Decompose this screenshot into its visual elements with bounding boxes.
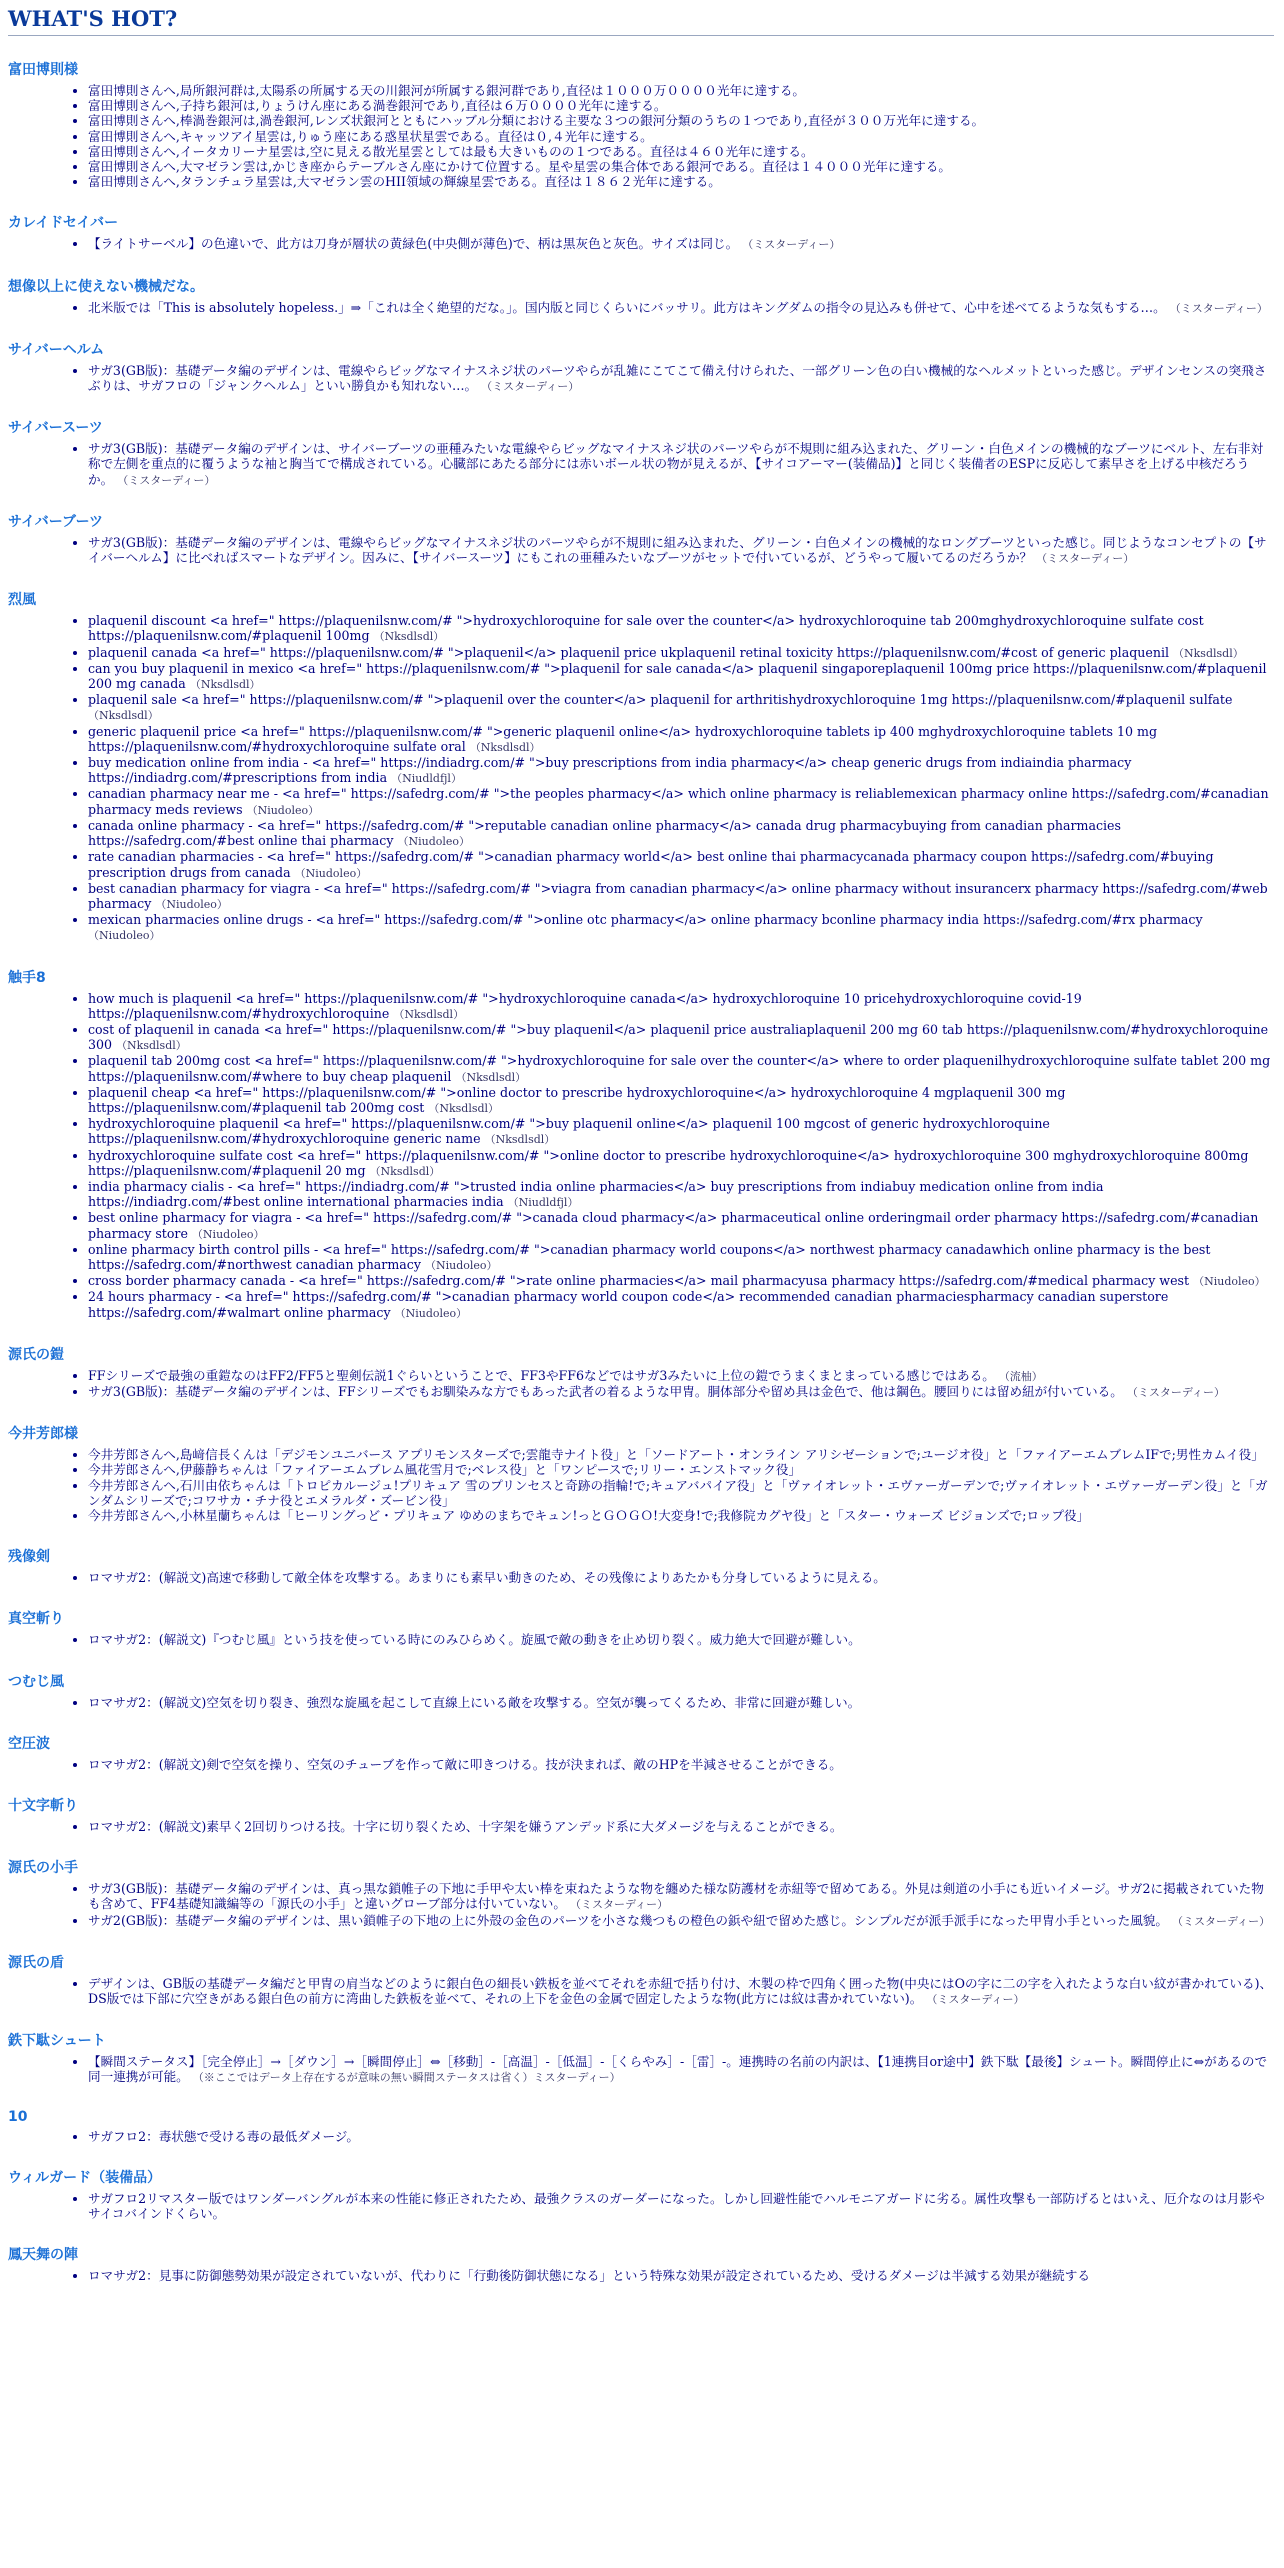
item-credit: （Niudoleo） xyxy=(1193,1275,1266,1289)
item-credit: （流柚） xyxy=(998,1369,1043,1383)
entry-heading[interactable]: サイバーヘルム xyxy=(8,341,105,358)
list-item xyxy=(88,818,1274,849)
item-text: 富田博則さんへ,イータカリーナ星雲は,空に見える散光星雲としては最も大きいものの１つである。直径は４６０光年に達する。 xyxy=(88,143,814,159)
item-credit: （ミスターディー） xyxy=(1169,301,1268,315)
item-credit: （Nksdlsdl） xyxy=(373,630,445,644)
item-credit: （Niudoleo） xyxy=(394,1306,468,1320)
entry-heading[interactable]: 触手8 xyxy=(8,969,46,986)
entry-heading[interactable]: 残像剣 xyxy=(8,1549,50,1566)
item-text: can you buy plaquenil in mexico <a href=" https://plaquenilsnw.com/# ">plaquenil for sale canada</a> plaquenil singaporeplaquenil 100mg price https://plaquenilsnw.com/#plaquenil 200 mg canada xyxy=(88,660,1267,692)
item-credit: （ミスターディー） xyxy=(481,380,580,394)
item-credit: （Nksdlsdl） xyxy=(1173,646,1244,660)
list-item xyxy=(88,441,1274,488)
item-credit: （Nksdlsdl） xyxy=(455,1070,527,1084)
entry-heading[interactable]: 鳳天舞の陣 xyxy=(8,2247,78,2264)
item-text: cross border pharmacy canada - <a href=" https://safedrg.com/# ">rate online pharmacies</a> mail pharmacyusa pharmacy https://safedrg.com/#medical pharmacy west xyxy=(88,1273,1190,1289)
entry-list xyxy=(8,535,1274,566)
item-credit: （ミスターディー） xyxy=(926,1993,1025,2007)
item-text: サガ3(GB版)：基礎データ編のデザインは、FFシリーズでもお馴染みな方でもあった武者の着るような甲冑。胴体部分や留め具は金色で、他は鋼色。腰回りには留め紐が付いている。 xyxy=(88,1383,1123,1399)
item-text: rate canadian pharmacies - <a href=" https://safedrg.com/# ">canadian pharmacy world</a> best online thai pharmacycanada pharmacy coupon https://safedrg.com/#buying prescription drugs from canada xyxy=(88,849,1214,880)
list-item xyxy=(88,1148,1274,1179)
item-text: plaquenil cheap <a href=" https://plaquenilsnw.com/# ">online doctor to prescribe hydroxychloroquine</a> hydroxychloroquine 4 mgplaquenil 300 mg https://plaquenilsnw.com/#plaquenil tab 200mg cost xyxy=(88,1084,1066,1115)
list-item xyxy=(88,535,1274,566)
entry-heading[interactable]: 想像以上に使えない機械だな。 xyxy=(8,278,204,295)
item-text: 北米版では「This is absolutely hopeless.」⇒「これは全く絶望的だな。」。国内版と同じくらいにバッサリ。此方はキングダムの指令の見込みも併せて、心中を述べてるような気もする…。 xyxy=(88,299,1166,315)
item-text: サガフロ2：毒状態で受ける毒の最低ダメージ。 xyxy=(88,2128,359,2144)
entry-list xyxy=(8,1447,1274,1523)
item-text: 今井芳郎さんへ,石川由依ちゃんは「トロピカルージュ!プリキュア 雪のプリンセスと奇跡の指輪!で;キュアバパイア役」と「ヴァイオレット・エヴァーガーデンで;ヴァイオレット・エヴァーガーデン役」と「ガンダムシリーズで;コワサカ・チナ役とエメラルダ・ズービン役」 xyxy=(88,1477,1268,1508)
entry-heading[interactable]: サイバースーツ xyxy=(8,420,103,437)
item-credit: （Niudldfjl） xyxy=(507,1196,579,1210)
item-text: plaquenil sale <a href=" https://plaquenilsnw.com/# ">plaquenil over the counter</a> plaquenil for arthritishydroxychloroquine 1mg https://plaquenilsnw.com/#plaquenil sulfate xyxy=(88,692,1233,708)
item-credit: （ミスターディー） xyxy=(742,238,841,252)
list-item xyxy=(88,1913,1274,1929)
list-item xyxy=(88,2191,1274,2221)
entry-list xyxy=(8,236,1274,252)
entry-list xyxy=(8,1570,1274,1585)
entry-list xyxy=(8,991,1274,1321)
item-text: 富田博則さんへ,大マゼラン雲は,かじき座からテーブルさん座にかけて位置する。星や星雲の集合体である銀河である。直径は１４０００光年に達する。 xyxy=(88,159,951,175)
list-item xyxy=(88,236,1274,252)
list-item xyxy=(88,363,1274,394)
list-item xyxy=(88,2129,1274,2144)
list-item xyxy=(88,692,1274,723)
entry-list xyxy=(8,83,1274,189)
list-item xyxy=(88,661,1274,692)
list-item xyxy=(88,174,1274,189)
item-text: plaquenil tab 200mg cost <a href=" https://plaquenilsnw.com/# ">hydroxychloroquine for sale over the counter</a> where to order plaquenilhydroxychloroquine sulfate tablet 200 mg https://plaquenilsnw.com/#where to buy cheap plaquenil xyxy=(88,1053,1271,1084)
entry-list xyxy=(8,1695,1274,1710)
item-credit: （Nksdlsdl） xyxy=(484,1133,556,1147)
entry-list xyxy=(8,1757,1274,1772)
entry-list xyxy=(8,2054,1274,2085)
item-credit: （※ここではデータ上存在するが意味の無い瞬間ステータスは省く）ミスターディー） xyxy=(192,2071,621,2085)
list-item xyxy=(88,2054,1274,2085)
list-item xyxy=(88,2268,1274,2283)
entry-heading[interactable]: 源氏の盾 xyxy=(8,1954,64,1971)
entry-list xyxy=(8,1632,1274,1647)
item-text: ロマサガ2：(解説文)素早く2回切りつける技。十字に切り裂くため、十字架を嫌うアンデッド系に大ダメージを与えることができる。 xyxy=(88,1819,843,1835)
list-item xyxy=(88,1819,1274,1834)
item-credit: （Niudoleo） xyxy=(155,897,228,911)
list-item xyxy=(88,991,1274,1022)
list-item xyxy=(88,1022,1274,1053)
item-text: ロマサガ2：見事に防御態勢効果が設定されていないが、代わりに「行動後防御状態になる」という特殊な効果が設定されているため、受けるダメージは半減する効果が継続する xyxy=(88,2268,1090,2284)
list-item xyxy=(88,1179,1274,1210)
list-item xyxy=(88,1508,1274,1523)
entry-heading[interactable]: カレイドセイバー xyxy=(8,215,119,232)
item-text: ロマサガ2：(解説文)『つむじ風』という技を使っている時にのみひらめく。旋風で敵の動きを止め切り裂く。威力絶大で回避が難しい。 xyxy=(88,1632,861,1648)
entry-heading[interactable]: 源氏の小手 xyxy=(8,1860,78,1877)
list-item xyxy=(88,755,1274,786)
item-text: ロマサガ2：(解説文)高速で移動して敵全体を攻撃する。あまりにも素早い動きのため、その残像によりあたかも分身しているように見える。 xyxy=(88,1570,886,1586)
item-text: 今井芳郎さんへ,小林星蘭ちゃんは「ヒーリングっど・プリキュア ゆめのまちでキュン!っとＧＯＧＯ!大変身!で;我修院カグヤ役」と「スター・ウォーズ ビジョンズで;ロップ役」 xyxy=(88,1508,1090,1523)
entry-heading[interactable]: つむじ風 xyxy=(8,1673,64,1690)
entries xyxy=(8,59,1274,2283)
list-item xyxy=(88,613,1274,644)
item-text: 富田博則さんへ,子持ち銀河は,りょうけん座にある渦巻銀河であり,直径は６万００００光年に達する。 xyxy=(88,98,667,114)
item-text: ロマサガ2：(解説文)剣で空気を操り、空気のチューブを作って敵に叩きつける。技が決まれば、敵のHPを半減させることができる。 xyxy=(88,1756,842,1772)
list-item xyxy=(88,159,1274,174)
entry-list xyxy=(8,2191,1274,2221)
list-item xyxy=(88,83,1274,98)
list-item xyxy=(88,1462,1274,1477)
entry-heading[interactable]: 源氏の鎧 xyxy=(8,1346,64,1363)
entry-list xyxy=(8,613,1274,943)
entry-list xyxy=(8,300,1274,316)
list-item xyxy=(88,1447,1274,1462)
item-text: 今井芳郎さんへ,伊藤静ちゃんは「ファイアーエムブレム風花雪月で;ベレス役」と「ワンピースで;リリー・エンストマック役」 xyxy=(88,1462,802,1478)
entry-heading[interactable]: 今井芳郎様 xyxy=(8,1426,78,1443)
list-item xyxy=(88,1695,1274,1710)
list-item xyxy=(88,1881,1274,1912)
entry-list xyxy=(8,1819,1274,1834)
item-text: canada online pharmacy - <a href=" https://safedrg.com/# ">reputable canadian online pharmacy</a> canada drug pharmacybuying from canadian pharmacies https://safedrg.com/#best online thai pharmacy xyxy=(88,817,1121,849)
list-item xyxy=(88,724,1274,755)
entry-heading[interactable]: 烈風 xyxy=(8,592,36,609)
item-credit: （Niudoleo） xyxy=(294,866,368,880)
item-text: plaquenil canada <a href=" https://plaquenilsnw.com/# ">plaquenil</a> plaquenil price ukplaquenil retinal toxicity https://plaquenilsnw.com/#cost of generic plaquenil xyxy=(88,644,1169,660)
item-credit: （Nksdlsdl） xyxy=(189,678,261,692)
item-text: generic plaquenil price <a href=" https://plaquenilsnw.com/# ">generic plaquenil online</a> hydroxychloroquine tablets ip 400 mghydroxychloroquine tablets 10 mg https://plaquenilsnw.com/#hydroxychloroquine sulfate oral xyxy=(88,723,1158,754)
item-credit: （Niudoleo） xyxy=(424,1258,498,1272)
list-item xyxy=(88,881,1274,912)
item-text: best canadian pharmacy for viagra - <a href=" https://safedrg.com/# ">viagra from canadian pharmacy</a> online pharmacy without insurancerx pharmacy https://safedrg.com/#web pharmacy xyxy=(88,880,1268,911)
list-item xyxy=(88,1570,1274,1585)
item-credit: （ミスターディー） xyxy=(570,1898,669,1912)
list-item xyxy=(88,300,1274,316)
entry-list xyxy=(8,1976,1274,2007)
item-text: mexican pharmacies online drugs - <a href=" https://safedrg.com/# ">online otc pharmacy</a> online pharmacy bconline pharmacy india https://safedrg.com/#rx pharmacy xyxy=(88,912,1203,928)
item-text: india pharmacy cialis - <a href=" https://indiadrg.com/# ">trusted india online pharmacies</a> buy prescriptions from indiabuy medication online from india https://indiadrg.com/#best online international pharmacies india xyxy=(88,1178,1104,1210)
entry-list xyxy=(8,441,1274,488)
entry-list xyxy=(8,363,1274,394)
item-text: 【瞬間ステータス】［完全停止］→［ダウン］→［瞬間停止］⇔［移動］-［高温］-［低温］-［くらやみ］-［雷］-。連携時の名前の内訳は、【1連携目or途中】鉄下駄【最後】シュート。瞬間停止に⇔があるので同一連携が可能。 xyxy=(88,2054,1268,2085)
list-item xyxy=(88,1242,1274,1273)
item-credit: （ミスターディー） xyxy=(117,473,216,487)
item-text: 富田博則さんへ,棒渦巻銀河は,渦巻銀河,レンズ状銀河とともにハッブル分類における主要な３つの銀河分類のうちの１つであり,直径が３００万光年に達する。 xyxy=(88,113,985,129)
item-credit: （Niudldfjl） xyxy=(391,772,462,786)
list-item xyxy=(88,1368,1274,1384)
item-text: 富田博則さんへ,タランチュラ星雲は,大マゼラン雲のHII領域の輝線星雲である。直径は１８６２光年に達する。 xyxy=(88,174,721,190)
entry-list xyxy=(8,2129,1274,2144)
item-text: 今井芳郎さんへ,島﨑信長くんは「デジモンユニバース アプリモンスターズで;雲龍寺ナイト役」と「ソードアート・オンライン アリシゼーションで;ユージオ役」と「ファイアーエムブレムIFで;男性カムイ役」 xyxy=(88,1447,1264,1463)
item-credit: （ミスターディー） xyxy=(1172,1914,1271,1928)
list-item xyxy=(88,849,1274,880)
list-item xyxy=(88,129,1274,144)
entry-heading[interactable]: 鉄下駄シュート xyxy=(8,2033,106,2050)
item-credit: （Niudoleo） xyxy=(397,835,471,849)
list-item xyxy=(88,1384,1274,1400)
list-item xyxy=(88,113,1274,128)
item-text: 富田博則さんへ,キャッツアイ星雲は,りゅう座にある惑星状星雲である。直径は０,４光年に達する。 xyxy=(88,128,653,144)
list-item xyxy=(88,1085,1274,1116)
item-credit: （Niudoleo） xyxy=(246,803,320,817)
item-text: 富田博則さんへ,局所銀河群は,太陽系の所属する天の川銀河が所属する銀河群であり,直径は１０００万００００光年に達する。 xyxy=(88,83,806,98)
list-item xyxy=(88,1976,1274,2007)
entry-list xyxy=(8,1368,1274,1400)
item-text: サガ3(GB版)：基礎データ編のデザインは、真っ黒な鎖帷子の下地に手甲や太い棒を束ねたような物を纏めた様な防護材を赤紐等で留めてある。外見は剣道の小手にも近いイメージ。サガ2に掲載されていた物も含めて、FF4基礎知識編等の「源氏の小手」と違いグローブ部分は付いていない。 xyxy=(88,1881,1264,1912)
item-text: buy medication online from india - <a href=" https://indiadrg.com/# ">buy prescriptions from india pharmacy</a> cheap generic drugs from indiaindia pharmacy https://indiadrg.com/#prescriptions from india xyxy=(88,755,1132,786)
item-text: ロマサガ2：(解説文)空気を切り裂き、強烈な旋風を起こして直線上にいる敵を攻撃する。空気が襲ってくるため、非常に回避が難しい。 xyxy=(88,1694,861,1710)
item-text: 24 hours pharmacy - <a href=" https://safedrg.com/# ">canadian pharmacy world coupon code</a> recommended canadian pharmaciespharmacy canadian superstore https://safedrg.com/#walmart online pharmacy xyxy=(88,1289,1169,1320)
entry-list xyxy=(8,1881,1274,1929)
entry-heading[interactable]: 空圧波 xyxy=(8,1735,50,1752)
item-text: plaquenil discount <a href=" https://plaquenilsnw.com/# ">hydroxychloroquine for sale over the counter</a> hydroxychloroquine tab 200mghydroxychloroquine sulfate cost https://plaquenilsnw.com/#plaquenil 100mg xyxy=(88,613,1204,644)
item-credit: （ミスターディー） xyxy=(1036,552,1135,566)
item-credit: （Nksdlsdl） xyxy=(369,1164,441,1178)
item-credit: （Nksdlsdl） xyxy=(469,740,541,754)
list-item xyxy=(88,1632,1274,1647)
entry-heading[interactable]: 富田博則様 xyxy=(8,62,78,78)
item-text: hydroxychloroquine sulfate cost <a href=" https://plaquenilsnw.com/# ">online doctor to prescribe hydroxychloroquine</a> hydroxychloroquine 300 mghydroxychloroquine 800mg https://plaquenilsnw.com/#plaquenil 20 mg xyxy=(88,1147,1249,1178)
item-credit: （Nksdlsdl） xyxy=(116,1039,187,1053)
entry-heading[interactable]: サイバーブーツ xyxy=(8,513,104,530)
item-text: サガ3(GB版)：基礎データ編のデザインは、電線やらビッグなマイナスネジ状のパーツやらが不規則に組み込まれた、グリーン・白色メインの機械的なロングブーツといった感じ。同じようなコンセプトの【サイバーヘルム】に比べればスマートなデザイン。因みに、【サイバースーツ】にもこれの亜種みたいなブーツがセットで付いているが、どうやって履いてるのだろうか？ xyxy=(88,534,1267,566)
list-item xyxy=(88,1478,1274,1508)
list-item xyxy=(88,98,1274,113)
item-text: canadian pharmacy near me - <a href=" https://safedrg.com/# ">the peoples pharmacy</a> which online pharmacy is reliablemexican pharmacy online https://safedrg.com/#canadian pharmacy meds reviews xyxy=(88,786,1269,817)
item-text: best online pharmacy for viagra - <a href=" https://safedrg.com/# ">canada cloud pharmacy</a> pharmaceutical online orderingmail order pharmacy https://safedrg.com/#canadian pharmacy store xyxy=(88,1210,1259,1241)
item-text: デザインは、GB版の基礎データ編だと甲冑の肩当などのように銀白色の細長い鉄板を並べてそれを赤紐で括り付け、木製の枠で四角く囲った物(中央にはOの字に二の字を入れたような白い紋が書かれている)、DS版では下部に穴空きがある銀白色の前方に湾曲した鉄板を並べて、それの上下を金色の金属で固定したような物(此方には紋は書かれていない)。 xyxy=(88,1975,1273,2007)
item-text: サガ2(GB版)：基礎データ編のデザインは、黒い鎖帷子の下地の上に外殻の金色のパーツを小さな幾つもの橙色の鋲や紐で留めた感じ。シンプルだが派手派手になった甲冑小手といった風貌。 xyxy=(88,1912,1168,1928)
page-title: WHAT'S HOT? xyxy=(8,6,1274,36)
list-item xyxy=(88,1757,1274,1772)
item-text: 【ライトサーベル】の色違いで、此方は刀身が層状の黄緑色(中央側が薄色)で、柄は黒灰色と灰色。サイズは同じ。 xyxy=(88,236,739,252)
list-item xyxy=(88,912,1274,943)
item-text: サガフロ2リマスター版ではワンダーバングルが本来の性能に修正されたため、最強クラスのガーダーになった。しかし回避性能でハルモニアガードに劣る。属性攻撃も一部防げるとはいえ、厄介なのは月影やサイコバインドくらい。 xyxy=(88,2190,1265,2222)
item-text: how much is plaquenil <a href=" https://plaquenilsnw.com/# ">hydroxychloroquine canada</a> hydroxychloroquine 10 pricehydroxychloroquine covid-19 https://plaquenilsnw.com/#hydroxychloroquine xyxy=(88,990,1082,1021)
item-text: FFシリーズで最強の重鎧なのはFF2/FF5と聖剣伝説1ぐらいということで、FF3やFF6などではサガ3みたいに上位の鎧でうまくまとまっている感じではある。 xyxy=(88,1367,995,1383)
list-item xyxy=(88,1053,1274,1084)
item-text: cost of plaquenil in canada <a href=" https://plaquenilsnw.com/# ">buy plaquenil</a> plaquenil price australiaplaquenil 200 mg 60 tab https://plaquenilsnw.com/#hydroxychloroquine 300 xyxy=(88,1021,1269,1053)
entry-heading[interactable]: 真空斬り xyxy=(8,1611,64,1628)
entry-list xyxy=(8,2268,1274,2283)
item-credit: （Nksdlsdl） xyxy=(88,709,159,723)
item-credit: （Niudoleo） xyxy=(88,929,161,943)
item-credit: （Niudoleo） xyxy=(191,1227,265,1241)
entry-heading[interactable]: 十文字斬り xyxy=(8,1798,78,1815)
list-item xyxy=(88,144,1274,159)
item-credit: （ミスターディー） xyxy=(1126,1385,1225,1399)
item-credit: （Nksdlsdl） xyxy=(393,1007,465,1021)
item-credit: （Nksdlsdl） xyxy=(428,1101,500,1115)
list-item xyxy=(88,645,1274,661)
item-text: サガ3(GB版)：基礎データ編のデザインは、電線やらビッグなマイナスネジ状のパーツやらが乱雑にこてこて備え付けられた、一部グリーン色の白い機械的なヘルメットといった感じ。デザインセンスの突飛さぶりは、サガフロの「ジャンクヘルム」といい勝負かも知れない…。 xyxy=(88,362,1267,394)
item-text: hydroxychloroquine plaquenil <a href=" https://plaquenilsnw.com/# ">buy plaquenil online</a> plaquenil 100 mgcost of generic hydroxychloroquine https://plaquenilsnw.com/#hydroxychloroquine generic name xyxy=(88,1116,1050,1147)
entry-heading[interactable]: ウィルガード（装備品） xyxy=(8,2169,162,2186)
item-text: サガ3(GB版)：基礎データ編のデザインは、サイバーブーツの亜種みたいな電線やらビッグなマイナスネジ状のパーツやらが不規則に組み込まれた、グリーン・白色メインの機械的なブーツにベルト、左右非対称で左側を重点的に覆うような袖と胸当てで構成されている。心臓部にあたる部分には赤いボール状の物が見えるが、【サイコアーマー(装備品)】と同じく装備者のESPに反応して素早さを上げる中核だろうか。 xyxy=(88,441,1264,487)
entry-heading[interactable]: 10 xyxy=(8,2108,28,2125)
list-item xyxy=(88,786,1274,817)
list-item xyxy=(88,1273,1274,1289)
list-item xyxy=(88,1289,1274,1320)
list-item xyxy=(88,1210,1274,1241)
list-item xyxy=(88,1116,1274,1147)
item-text: online pharmacy birth control pills - <a href=" https://safedrg.com/# ">canadian pharmacy world coupons</a> northwest pharmacy canadawhich online pharmacy is the best https://safedrg.com/#northwest canadian pharmacy xyxy=(88,1241,1211,1272)
